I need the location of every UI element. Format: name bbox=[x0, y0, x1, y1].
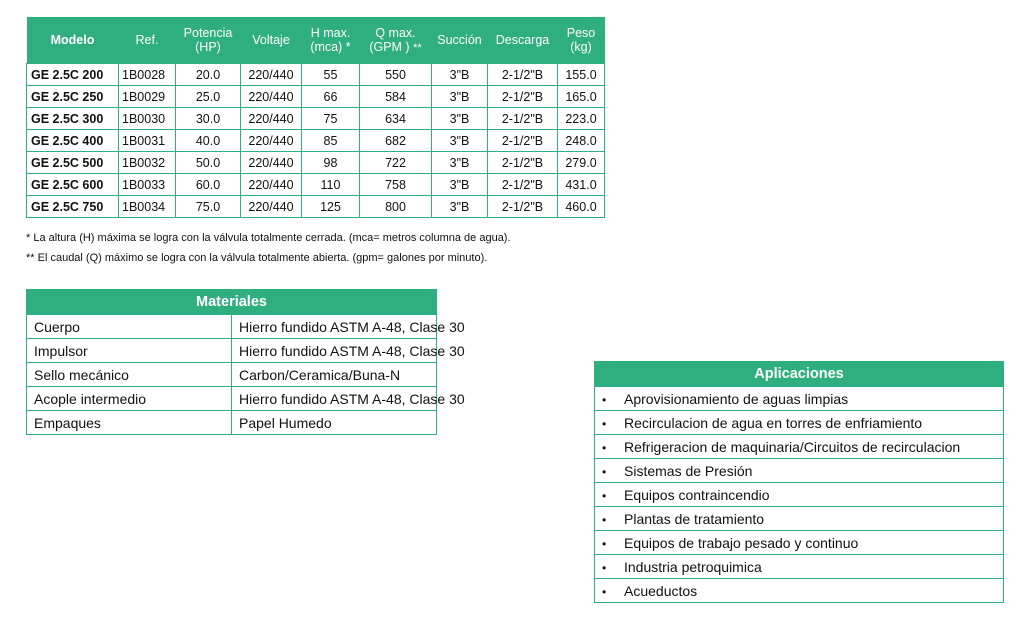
specs-table bbox=[26, 17, 605, 218]
material-part: Impulsor bbox=[27, 339, 232, 363]
table-row bbox=[27, 387, 437, 411]
cell-weight: 248.0 bbox=[558, 130, 605, 152]
material-value: Hierro fundido ASTM A-48, Clase 30 bbox=[232, 339, 437, 363]
cell-hmax: 75 bbox=[302, 108, 360, 130]
header-hmax-line1: H max. bbox=[310, 26, 351, 40]
cell-suction: 3"B bbox=[432, 86, 488, 108]
table-row bbox=[27, 86, 605, 108]
table-row bbox=[27, 64, 605, 86]
header-power-line1: Potencia bbox=[183, 26, 233, 40]
cell-weight: 155.0 bbox=[558, 64, 605, 86]
cell-hmax: 85 bbox=[302, 130, 360, 152]
list-item bbox=[595, 459, 1004, 483]
table-row bbox=[27, 411, 437, 435]
table-row bbox=[27, 174, 605, 196]
cell-voltage: 220/440 bbox=[241, 130, 302, 152]
cell-power: 20.0 bbox=[176, 64, 241, 86]
table-row bbox=[27, 130, 605, 152]
cell-discharge: 2-1/2"B bbox=[488, 130, 558, 152]
cell-suction: 3"B bbox=[432, 196, 488, 218]
header-voltage: Voltaje bbox=[241, 17, 302, 64]
applications-header-row bbox=[595, 362, 1004, 387]
material-value: Hierro fundido ASTM A-48, Clase 30 bbox=[232, 315, 437, 339]
list-item bbox=[595, 483, 1004, 507]
cell-model: GE 2.5C 300 bbox=[27, 108, 119, 130]
header-qmax-mark: ** bbox=[413, 41, 422, 54]
cell-discharge: 2-1/2"B bbox=[488, 152, 558, 174]
bullet-icon: • bbox=[602, 464, 607, 479]
material-part: Sello mecánico bbox=[27, 363, 232, 387]
cell-hmax: 66 bbox=[302, 86, 360, 108]
materials-header-row bbox=[27, 290, 437, 315]
cell-weight: 165.0 bbox=[558, 86, 605, 108]
cell-power: 75.0 bbox=[176, 196, 241, 218]
header-weight-line1: Peso bbox=[566, 26, 596, 40]
cell-ref: 1B0029 bbox=[119, 86, 176, 108]
cell-model: GE 2.5C 500 bbox=[27, 152, 119, 174]
header-ref: Ref. bbox=[119, 17, 176, 64]
material-part: Cuerpo bbox=[27, 315, 232, 339]
table-row bbox=[27, 108, 605, 130]
header-hmax-line2: (mca) * bbox=[310, 40, 351, 54]
header-weight-line2: (kg) bbox=[570, 40, 592, 54]
height-footnote: * La altura (H) máxima se logra con la válvula totalmente cerrada. (mca= metros columna de agua). bbox=[26, 232, 511, 244]
cell-hmax: 110 bbox=[302, 174, 360, 196]
cell-discharge: 2-1/2"B bbox=[488, 64, 558, 86]
cell-model: GE 2.5C 400 bbox=[27, 130, 119, 152]
cell-ref: 1B0031 bbox=[119, 130, 176, 152]
application-label: Plantas de tratamiento bbox=[624, 510, 765, 527]
bullet-icon: • bbox=[602, 392, 607, 407]
list-item bbox=[595, 435, 1004, 459]
material-value: Papel Humedo bbox=[232, 411, 437, 435]
cell-hmax: 98 bbox=[302, 152, 360, 174]
header-power-line2: (HP) bbox=[195, 40, 221, 54]
cell-weight: 279.0 bbox=[558, 152, 605, 174]
bullet-icon: • bbox=[602, 440, 607, 455]
cell-power: 25.0 bbox=[176, 86, 241, 108]
material-part: Acople intermedio bbox=[27, 387, 232, 411]
table-row bbox=[27, 315, 437, 339]
cell-voltage: 220/440 bbox=[241, 196, 302, 218]
cell-suction: 3"B bbox=[432, 152, 488, 174]
cell-qmax: 758 bbox=[360, 174, 432, 196]
cell-voltage: 220/440 bbox=[241, 64, 302, 86]
header-qmax-line2: (GPM ) bbox=[369, 39, 410, 54]
application-label: Refrigeracion de maquinaria/Circuitos de recirculacion bbox=[624, 438, 961, 455]
cell-weight: 431.0 bbox=[558, 174, 605, 196]
bullet-icon: • bbox=[602, 416, 607, 431]
header-hmax bbox=[302, 17, 360, 64]
cell-hmax: 55 bbox=[302, 64, 360, 86]
cell-qmax: 550 bbox=[360, 64, 432, 86]
list-item bbox=[595, 387, 1004, 411]
materials-title: Materiales bbox=[27, 290, 437, 315]
cell-voltage: 220/440 bbox=[241, 86, 302, 108]
cell-qmax: 800 bbox=[360, 196, 432, 218]
cell-model: GE 2.5C 250 bbox=[27, 86, 119, 108]
cell-qmax: 722 bbox=[360, 152, 432, 174]
cell-suction: 3"B bbox=[432, 108, 488, 130]
header-suction: Succión bbox=[432, 17, 488, 64]
cell-power: 40.0 bbox=[176, 130, 241, 152]
list-item bbox=[595, 507, 1004, 531]
cell-ref: 1B0030 bbox=[119, 108, 176, 130]
cell-suction: 3"B bbox=[432, 130, 488, 152]
cell-qmax: 584 bbox=[360, 86, 432, 108]
header-qmax bbox=[360, 17, 432, 64]
cell-ref: 1B0028 bbox=[119, 64, 176, 86]
cell-voltage: 220/440 bbox=[241, 108, 302, 130]
application-label: Recirculacion de agua en torres de enfriamiento bbox=[624, 414, 923, 431]
material-value: Hierro fundido ASTM A-48, Clase 30 bbox=[232, 387, 437, 411]
table-row bbox=[27, 339, 437, 363]
cell-discharge: 2-1/2"B bbox=[488, 86, 558, 108]
cell-voltage: 220/440 bbox=[241, 174, 302, 196]
applications-table bbox=[594, 361, 1004, 603]
cell-weight: 460.0 bbox=[558, 196, 605, 218]
cell-ref: 1B0034 bbox=[119, 196, 176, 218]
applications-title: Aplicaciones bbox=[595, 362, 1004, 387]
list-item bbox=[595, 555, 1004, 579]
cell-discharge: 2-1/2"B bbox=[488, 174, 558, 196]
cell-model: GE 2.5C 200 bbox=[27, 64, 119, 86]
header-weight bbox=[558, 17, 605, 64]
cell-qmax: 682 bbox=[360, 130, 432, 152]
bullet-icon: • bbox=[602, 584, 607, 599]
application-label: Aprovisionamiento de aguas limpias bbox=[624, 390, 849, 407]
application-label: Industria petroquimica bbox=[624, 558, 762, 575]
bullet-icon: • bbox=[602, 560, 607, 575]
list-item bbox=[595, 579, 1004, 603]
application-label: Equipos contraincendio bbox=[624, 486, 770, 503]
cell-power: 50.0 bbox=[176, 152, 241, 174]
cell-discharge: 2-1/2"B bbox=[488, 196, 558, 218]
table-row bbox=[27, 363, 437, 387]
cell-voltage: 220/440 bbox=[241, 152, 302, 174]
cell-power: 60.0 bbox=[176, 174, 241, 196]
application-label: Acueductos bbox=[624, 582, 698, 599]
header-power bbox=[176, 17, 241, 64]
bullet-icon: • bbox=[602, 512, 607, 527]
header-discharge: Descarga bbox=[488, 17, 558, 64]
material-part: Empaques bbox=[27, 411, 232, 435]
cell-qmax: 634 bbox=[360, 108, 432, 130]
application-label: Equipos de trabajo pesado y continuo bbox=[624, 534, 859, 551]
cell-model: GE 2.5C 600 bbox=[27, 174, 119, 196]
cell-suction: 3"B bbox=[432, 174, 488, 196]
cell-power: 30.0 bbox=[176, 108, 241, 130]
list-item bbox=[595, 531, 1004, 555]
list-item bbox=[595, 411, 1004, 435]
cell-weight: 223.0 bbox=[558, 108, 605, 130]
bullet-icon: • bbox=[602, 536, 607, 551]
table-row bbox=[27, 152, 605, 174]
specs-header-row bbox=[27, 17, 605, 64]
flow-footnote: ** El caudal (Q) máximo se logra con la válvula totalmente abierta. (gpm= galones por minuto). bbox=[26, 252, 488, 264]
header-qmax-line1: Q max. bbox=[375, 25, 416, 40]
material-value: Carbon/Ceramica/Buna-N bbox=[232, 363, 437, 387]
cell-model: GE 2.5C 750 bbox=[27, 196, 119, 218]
cell-hmax: 125 bbox=[302, 196, 360, 218]
cell-discharge: 2-1/2"B bbox=[488, 108, 558, 130]
application-label: Sistemas de Presión bbox=[624, 462, 753, 479]
bullet-icon: • bbox=[602, 488, 607, 503]
materials-table bbox=[26, 289, 465, 435]
table-row bbox=[27, 196, 605, 218]
cell-ref: 1B0033 bbox=[119, 174, 176, 196]
cell-ref: 1B0032 bbox=[119, 152, 176, 174]
cell-suction: 3"B bbox=[432, 64, 488, 86]
footnotes bbox=[26, 228, 511, 268]
header-model: Modelo bbox=[27, 17, 119, 64]
